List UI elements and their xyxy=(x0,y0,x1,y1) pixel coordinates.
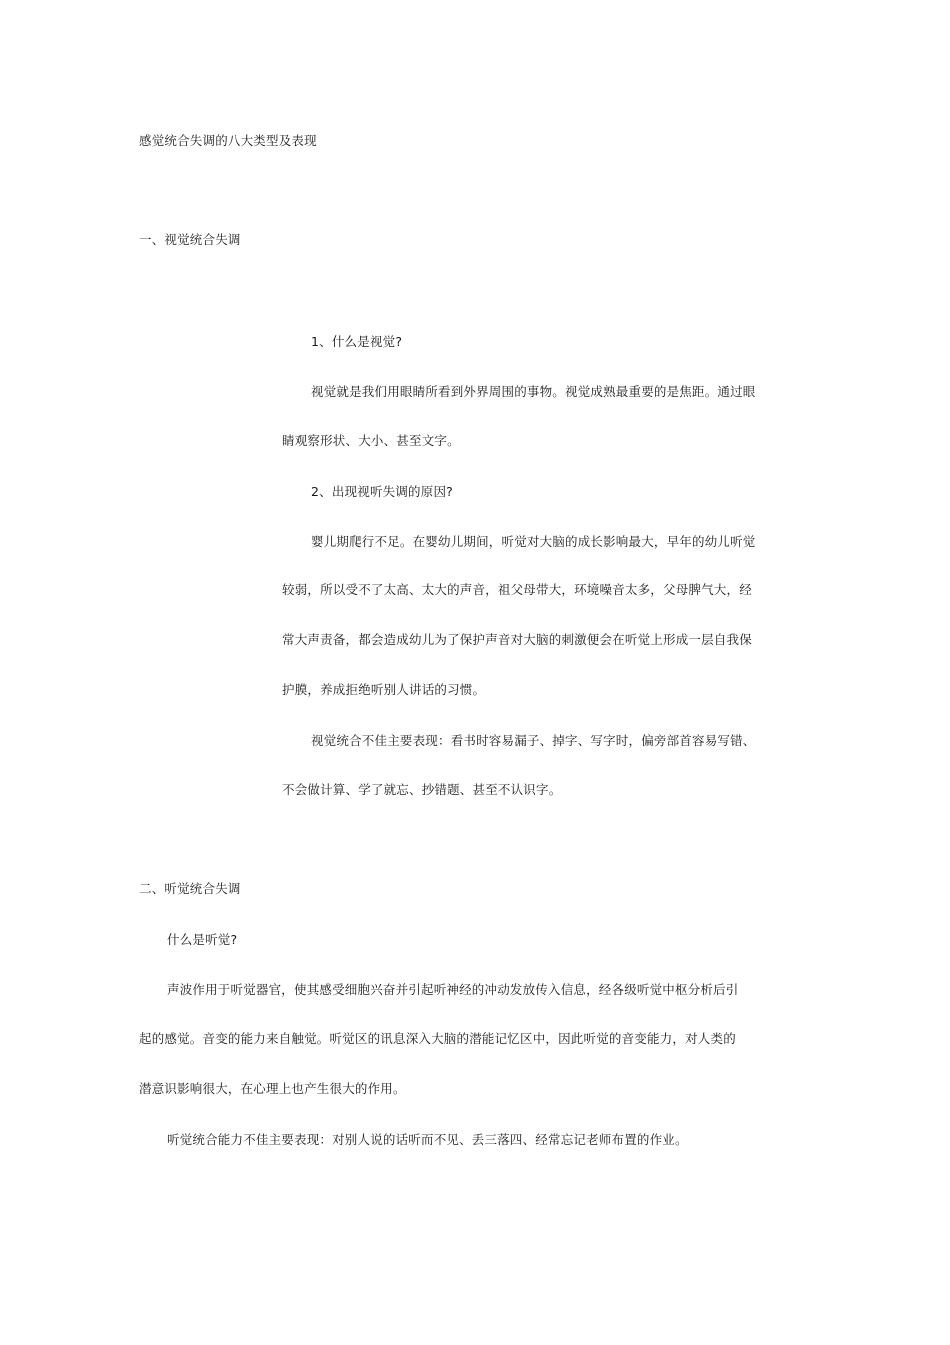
section-1-heading: 一、视觉统合失调 xyxy=(139,232,241,247)
section-1-paragraph-2-line-1: 婴儿期爬行不足。在婴幼儿期间，听觉对大脑的成长影响最大，早年的幼儿听觉 xyxy=(311,534,756,549)
section-2-paragraph-1-line-1: 声波作用于听觉器官，使其感受细胞兴奋并引起听神经的冲动发放传入信息，经各级听觉中枢分析后引 xyxy=(167,982,739,997)
section-1-question-2: 2、出现视听失调的原因? xyxy=(311,484,453,499)
section-1-paragraph-2-line-2: 较弱，所以受不了太高、太大的声音，祖父母带大，环境噪音太多，父母脾气大，经 xyxy=(282,582,752,597)
section-2-question-1: 什么是听觉? xyxy=(167,932,238,947)
section-1-paragraph-2-line-3: 常大声责备，都会造成幼儿为了保护声音对大脑的刺激便会在听觉上形成一层自我保 xyxy=(282,632,752,647)
section-1-paragraph-3-line-2: 不会做计算、学了就忘、抄错题、甚至不认识字。 xyxy=(282,782,562,797)
section-1-paragraph-1-line-2: 睛观察形状、大小、甚至文字。 xyxy=(282,433,460,448)
section-2-paragraph-1-line-3: 潜意识影响很大，在心理上也产生很大的作用。 xyxy=(139,1081,406,1096)
section-1-paragraph-3-line-1: 视觉统合不佳主要表现：看书时容易漏子、掉字、写字时，偏旁部首容易写错、 xyxy=(311,733,756,748)
section-1-question-1: 1、什么是视觉? xyxy=(311,334,403,349)
section-2-paragraph-1-line-2: 起的感觉。音变的能力来自触觉。听觉区的讯息深入大脑的潜能记忆区中，因此听觉的音变能力，对人类的 xyxy=(139,1031,736,1046)
section-1-paragraph-2-line-4: 护膜，养成拒绝听别人讲话的习惯。 xyxy=(282,682,486,697)
section-1-paragraph-1-line-1: 视觉就是我们用眼睛所看到外界周围的事物。视觉成熟最重要的是焦距。通过眼 xyxy=(311,384,756,399)
section-2-paragraph-2-line-1: 听觉统合能力不佳主要表现：对别人说的话听而不见、丢三落四、经常忘记老师布置的作业。 xyxy=(167,1132,688,1147)
section-2-heading: 二、听觉统合失调 xyxy=(139,881,241,896)
document-title: 感觉统合失调的八大类型及表现 xyxy=(139,133,317,148)
